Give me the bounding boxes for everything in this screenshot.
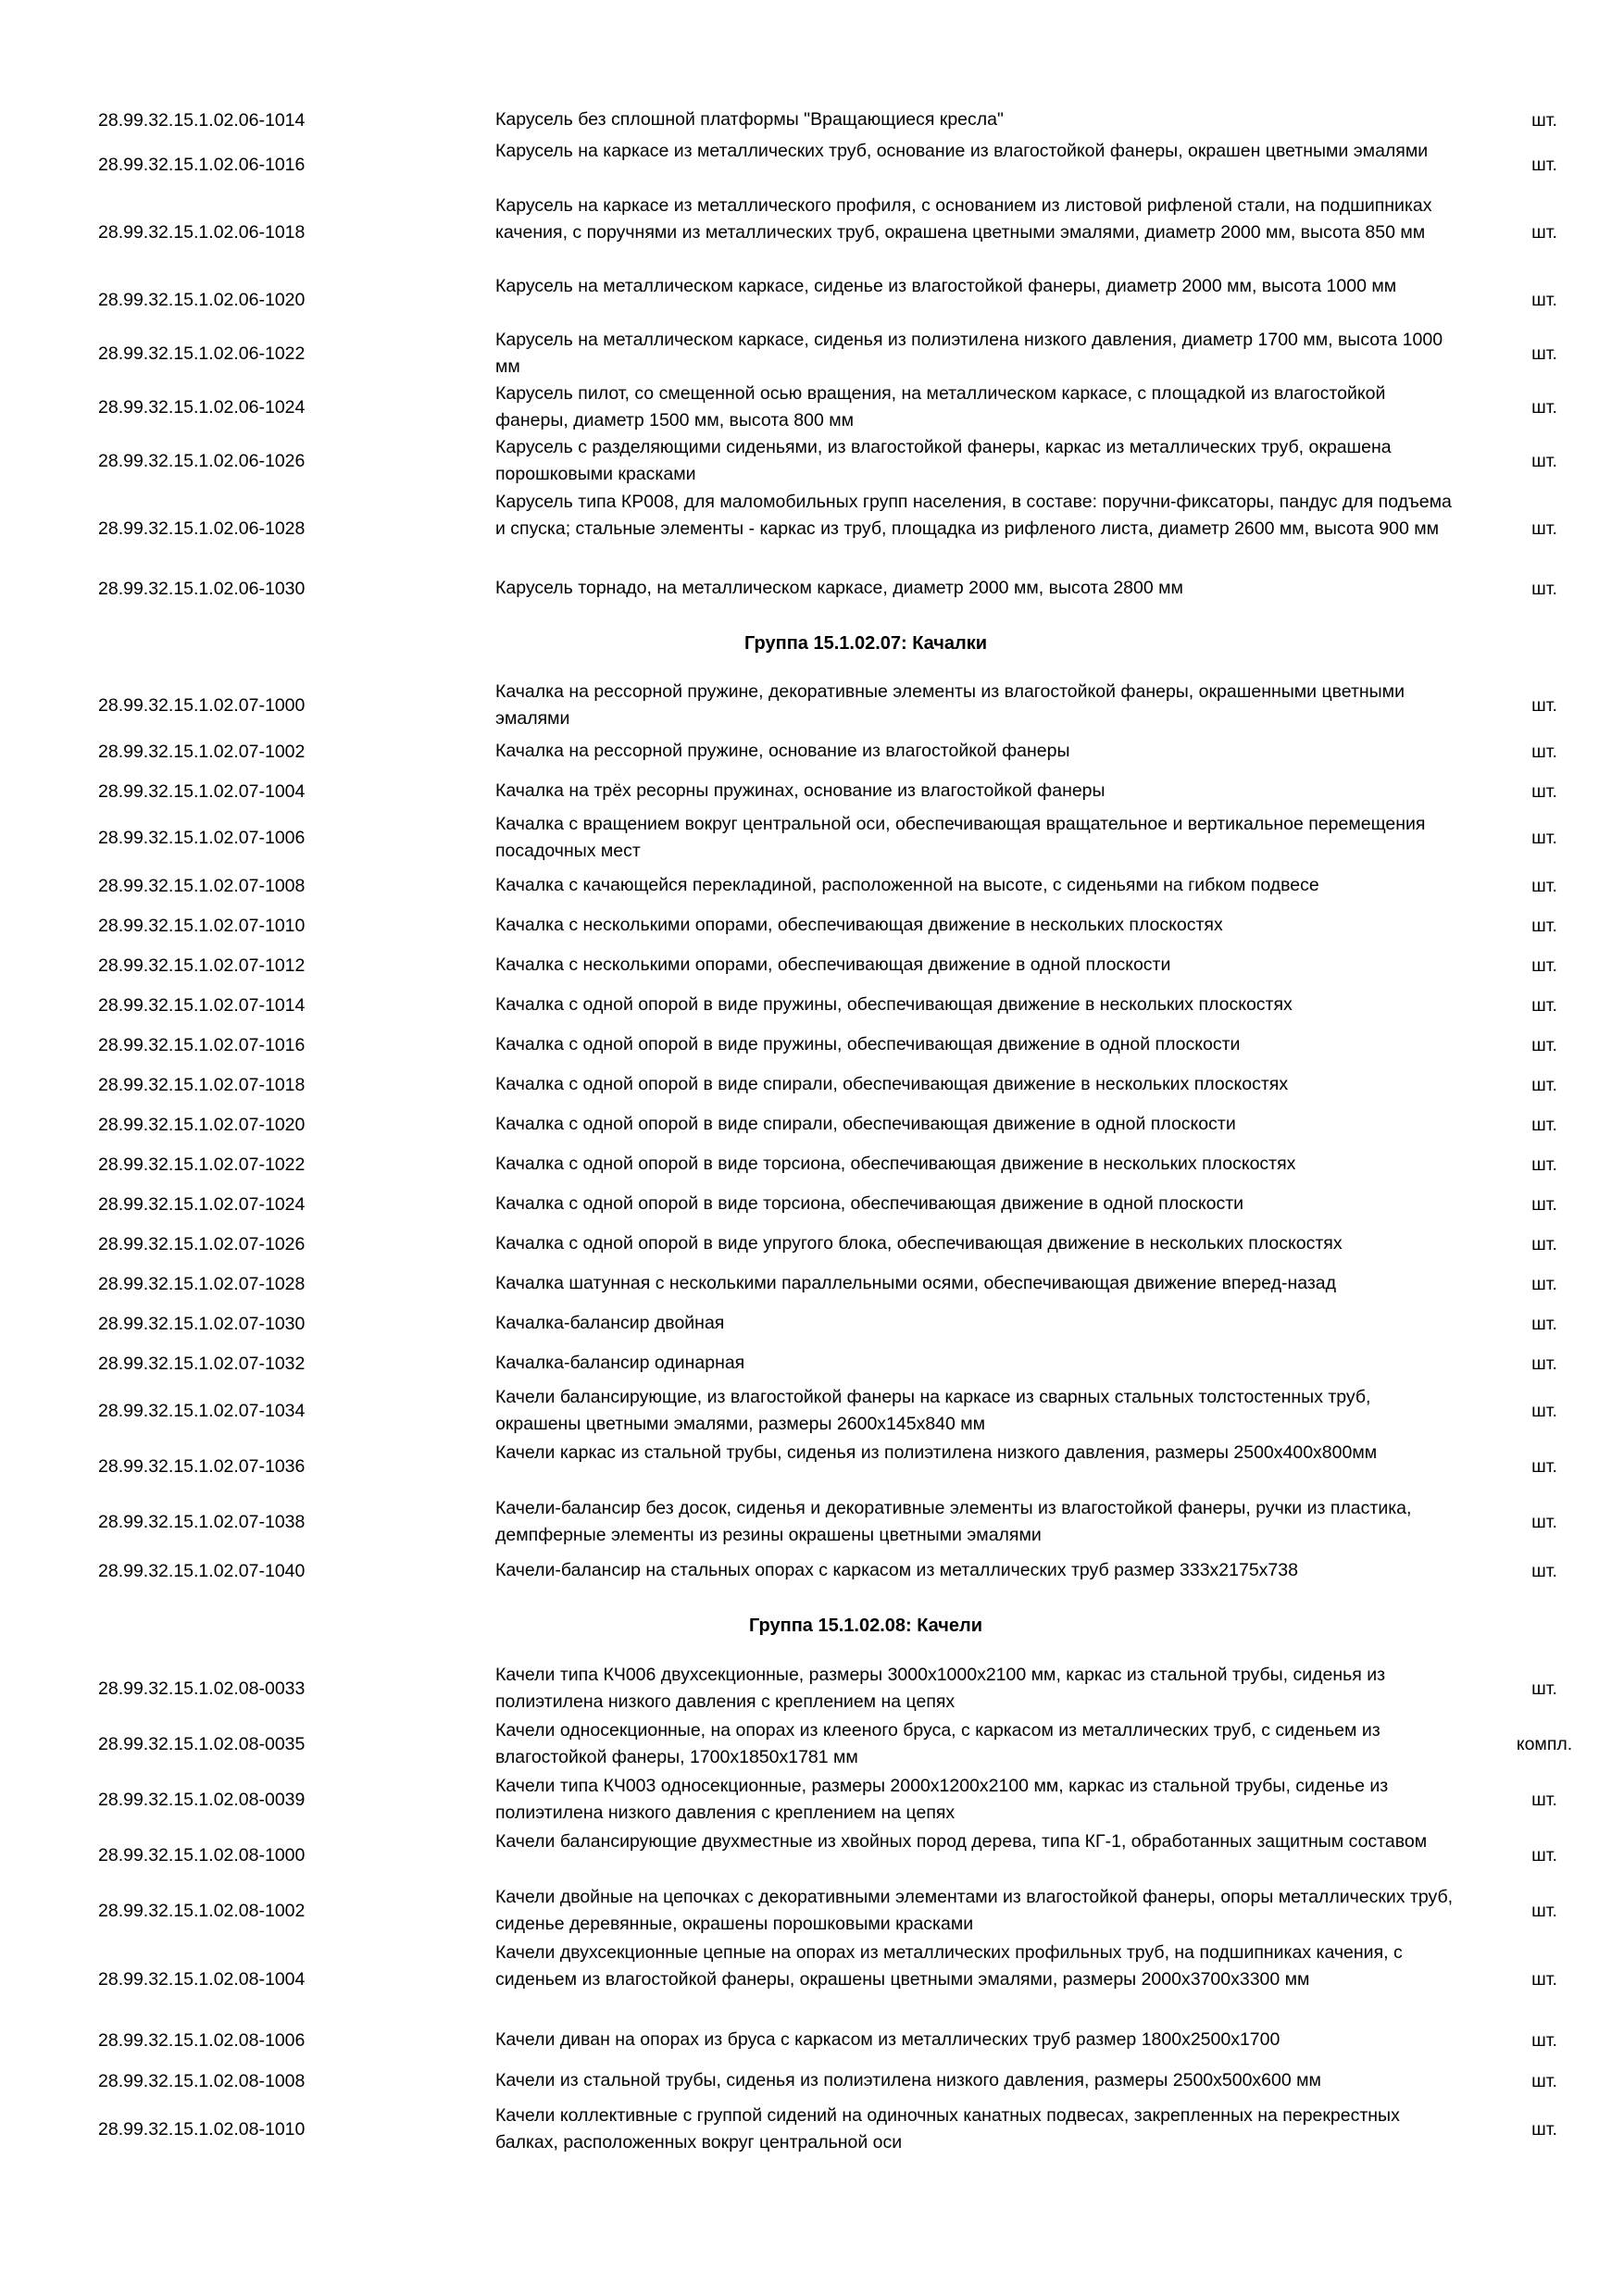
item-code: 28.99.32.15.1.02.08-0039 bbox=[98, 1790, 306, 1810]
item-code: 28.99.32.15.1.02.08-1006 bbox=[98, 2030, 306, 2051]
item-unit: шт. bbox=[1531, 916, 1557, 936]
item-description: Качели односекционные, на опорах из клееного бруса, с каркасом из металлических труб, с сиденьем из влагостойкой фанеры, 1700х1850х1781 мм bbox=[495, 1720, 1380, 1767]
item-code: 28.99.32.15.1.02.07-1022 bbox=[98, 1154, 306, 1175]
table-row bbox=[0, 952, 1624, 980]
item-code: 28.99.32.15.1.02.08-1010 bbox=[98, 2119, 306, 2140]
item-code: 28.99.32.15.1.02.06-1016 bbox=[98, 155, 306, 175]
item-unit: шт. bbox=[1531, 742, 1557, 762]
table-row bbox=[0, 872, 1624, 900]
item-unit: шт. bbox=[1531, 1194, 1557, 1215]
item-description: Качалка с одной опорой в виде пружины, обеспечивающая движение в нескольких плоскостях bbox=[495, 994, 1293, 1015]
item-unit: шт. bbox=[1531, 1790, 1557, 1810]
item-code: 28.99.32.15.1.02.07-1034 bbox=[98, 1401, 306, 1421]
table-row bbox=[0, 1191, 1624, 1218]
item-unit: шт. bbox=[1531, 828, 1557, 848]
item-code: 28.99.32.15.1.02.07-1018 bbox=[98, 1075, 306, 1095]
table-row bbox=[0, 1350, 1624, 1378]
item-unit: шт. bbox=[1531, 290, 1557, 310]
item-description: Карусель торнадо, на металлическом каркасе, диаметр 2000 мм, высота 2800 мм bbox=[495, 578, 1183, 598]
item-unit: шт. bbox=[1531, 1035, 1557, 1055]
item-description: Карусель на металлическом каркасе, сиденья из полиэтилена низкого давления, диаметр 1700 мм, высота 1000 мм bbox=[495, 330, 1443, 377]
item-description: Качалка на рессорной пружине, декоративные элементы из влагостойкой фанеры, окрашенными цветными эмалями bbox=[495, 681, 1405, 729]
table-row bbox=[0, 2027, 1624, 2054]
item-code: 28.99.32.15.1.02.07-1020 bbox=[98, 1115, 306, 1135]
table-row bbox=[0, 811, 1624, 865]
item-description: Качели-балансир без досок, сиденья и декоративные элементы из влагостойкой фанеры, ручки из пластика, демпферные элементы из резины окрашены цветными эмалями bbox=[495, 1498, 1412, 1545]
item-code: 28.99.32.15.1.02.06-1028 bbox=[98, 518, 306, 539]
item-code: 28.99.32.15.1.02.07-1030 bbox=[98, 1314, 306, 1334]
item-description: Качели типа КЧ003 односекционные, размеры 2000х1200х2100 мм, каркас из стальной трубы, сиденье из полиэтилена низкого давления с креплением на цепях bbox=[495, 1776, 1389, 1823]
item-description: Качели диван на опорах из бруса с каркасом из металлических труб размер 1800х2500х1700 bbox=[495, 2029, 1280, 2050]
item-unit: шт. bbox=[1531, 155, 1557, 175]
item-code: 28.99.32.15.1.02.06-1030 bbox=[98, 579, 306, 599]
item-unit: шт. bbox=[1531, 110, 1557, 131]
item-description: Качалка с одной опорой в виде торсиона, обеспечивающая движение в одной плоскости bbox=[495, 1193, 1244, 1214]
table-row bbox=[0, 138, 1624, 192]
item-unit: шт. bbox=[1531, 1115, 1557, 1135]
item-code: 28.99.32.15.1.02.07-1010 bbox=[98, 916, 306, 936]
item-unit: шт. bbox=[1531, 995, 1557, 1016]
table-row bbox=[0, 2103, 1624, 2156]
table-row bbox=[0, 106, 1624, 134]
item-unit: шт. bbox=[1531, 2119, 1557, 2140]
item-code: 28.99.32.15.1.02.07-1024 bbox=[98, 1194, 306, 1215]
table-row bbox=[0, 1384, 1624, 1438]
item-description: Качели двойные на цепочках с декоративными элементами из влагостойкой фанеры, опоры металлических труб, сиденье деревянные, окрашены порошковыми красками bbox=[495, 1887, 1454, 1934]
item-description: Качалка с одной опорой в виде пружины, обеспечивающая движение в одной плоскости bbox=[495, 1034, 1241, 1054]
item-description: Качалка с вращением вокруг центральной оси, обеспечивающая вращательное и вертикальное перемещения посадочных мест bbox=[495, 814, 1426, 861]
item-unit: шт. bbox=[1531, 1901, 1557, 1921]
item-code: 28.99.32.15.1.02.08-1004 bbox=[98, 1969, 306, 1990]
item-description: Качели балансирующие, из влагостойкой фанеры на каркасе из сварных стальных толстостенных труб, окрашены цветными эмалями, размеры 2600х145х840 мм bbox=[495, 1387, 1371, 1434]
table-row bbox=[0, 434, 1624, 488]
item-unit: шт. bbox=[1531, 2030, 1557, 2051]
item-unit: шт. bbox=[1531, 955, 1557, 976]
item-code: 28.99.32.15.1.02.07-1000 bbox=[98, 695, 306, 716]
group-heading: Группа 15.1.02.07: Качалки bbox=[743, 633, 988, 654]
item-unit: шт. bbox=[1531, 1512, 1557, 1532]
item-description: Качалка шатунная с несколькими параллельными осями, обеспечивающая движение вперед-назад bbox=[495, 1273, 1337, 1293]
item-description: Карусель на каркасе из металлического профиля, с основанием из листовой рифленой стали, на подшипниках качения, с поручнями из металлических труб, окрашена цветными эмалями, диаметр 2000 мм, высота 850 мм bbox=[495, 194, 1432, 243]
item-description: Качалка на рессорной пружине, основание из влагостойкой фанеры bbox=[495, 741, 1070, 761]
table-row bbox=[0, 1828, 1624, 1882]
item-unit: компл. bbox=[1516, 1734, 1573, 1754]
item-unit: шт. bbox=[1531, 343, 1557, 364]
item-description: Качалка с одной опорой в виде упругого блока, обеспечивающая движение в нескольких плоскостях bbox=[495, 1233, 1343, 1254]
item-unit: шт. bbox=[1531, 1354, 1557, 1374]
item-code: 28.99.32.15.1.02.08-1000 bbox=[98, 1845, 306, 1866]
table-row bbox=[0, 2067, 1624, 2095]
table-row bbox=[0, 1031, 1624, 1059]
item-description: Качели балансирующие двухместные из хвойных пород дерева, типа КГ-1, обработанных защитным составом bbox=[495, 1831, 1428, 1852]
table-row bbox=[0, 489, 1624, 569]
item-code: 28.99.32.15.1.02.07-1040 bbox=[98, 1561, 306, 1581]
item-code: 28.99.32.15.1.02.06-1024 bbox=[98, 397, 306, 418]
item-description: Карусель на каркасе из металлических труб, основание из влагостойкой фанеры, окрашен цветными эмалями bbox=[495, 141, 1429, 161]
item-description: Качалка на трёх ресорны пружинах, основание из влагостойкой фанеры bbox=[495, 780, 1106, 801]
item-code: 28.99.32.15.1.02.06-1026 bbox=[98, 451, 306, 471]
item-code: 28.99.32.15.1.02.08-1002 bbox=[98, 1901, 306, 1921]
table-row bbox=[0, 1440, 1624, 1493]
item-description: Качалка с качающейся перекладиной, расположенной на высоте, с сиденьями на гибком подвесе bbox=[495, 875, 1319, 895]
item-description: Карусель типа КР008, для маломобильных групп населения, в составе: поручни-фиксаторы, пандус для подъема и спуска; стальные элементы - каркас из труб, площадка из рифленого листа, диаметр 2600 мм, высота 900 мм bbox=[495, 491, 1452, 539]
table-row bbox=[0, 193, 1624, 273]
table-row bbox=[0, 1310, 1624, 1338]
item-description: Качели двухсекционные цепные на опорах из металлических профильных труб, на подшипниках качения, с сиденьем из влагостойкой фанеры, окрашены цветными эмалями, размеры 2000х3700х3300 мм bbox=[495, 1941, 1403, 1990]
item-description: Качалка-балансир одинарная bbox=[495, 1353, 745, 1373]
item-code: 28.99.32.15.1.02.07-1012 bbox=[98, 955, 306, 976]
item-description: Качели-балансир на стальных опорах с каркасом из металлических труб размер 333х2175х738 bbox=[495, 1560, 1298, 1580]
table-row bbox=[0, 381, 1624, 434]
item-description: Карусель без сплошной платформы "Вращающиеся кресла" bbox=[495, 109, 1004, 130]
item-description: Карусель пилот, со смещенной осью вращения, на металлическом каркасе, с площадкой из влагостойкой фанеры, диаметр 1500 мм, высота 800 мм bbox=[495, 383, 1386, 430]
item-code: 28.99.32.15.1.02.07-1004 bbox=[98, 781, 306, 802]
table-row bbox=[0, 1557, 1624, 1585]
item-code: 28.99.32.15.1.02.07-1036 bbox=[98, 1456, 306, 1477]
table-row bbox=[0, 1773, 1624, 1827]
table-row bbox=[0, 912, 1624, 940]
table-row bbox=[0, 1071, 1624, 1099]
item-unit: шт. bbox=[1531, 1154, 1557, 1175]
item-unit: шт. bbox=[1531, 695, 1557, 716]
item-unit: шт. bbox=[1531, 1561, 1557, 1581]
item-description: Карусель с разделяющими сиденьями, из влагостойкой фанеры, каркас из металлических труб, окрашена порошковыми красками bbox=[495, 437, 1392, 484]
table-row bbox=[0, 273, 1624, 327]
item-code: 28.99.32.15.1.02.07-1016 bbox=[98, 1035, 306, 1055]
group-heading: Группа 15.1.02.08: Качели bbox=[748, 1616, 983, 1636]
item-description: Качалка с несколькими опорами, обеспечивающая движение в нескольких плоскостях bbox=[495, 915, 1223, 935]
item-code: 28.99.32.15.1.02.06-1014 bbox=[98, 110, 306, 131]
item-unit: шт. bbox=[1531, 1401, 1557, 1421]
item-code: 28.99.32.15.1.02.07-1038 bbox=[98, 1512, 306, 1532]
item-code: 28.99.32.15.1.02.07-1006 bbox=[98, 828, 306, 848]
item-description: Качалка с одной опорой в виде спирали, обеспечивающая движение в одной плоскости bbox=[495, 1114, 1236, 1134]
item-unit: шт. bbox=[1531, 1274, 1557, 1294]
item-description: Качалка с одной опорой в виде спирали, обеспечивающая движение в нескольких плоскостях bbox=[495, 1074, 1289, 1094]
table-row bbox=[0, 1884, 1624, 1938]
table-row bbox=[0, 1717, 1624, 1771]
item-unit: шт. bbox=[1531, 451, 1557, 471]
table-row bbox=[0, 1940, 1624, 2020]
item-description: Качалка-балансир двойная bbox=[495, 1313, 725, 1333]
table-row bbox=[0, 778, 1624, 805]
item-description: Качели типа КЧ006 двухсекционные, размеры 3000х1000х2100 мм, каркас из стальной трубы, сиденья из полиэтилена низкого давления с креплением на цепях bbox=[495, 1665, 1386, 1712]
table-row bbox=[0, 1495, 1624, 1549]
item-code: 28.99.32.15.1.02.07-1032 bbox=[98, 1354, 306, 1374]
item-code: 28.99.32.15.1.02.07-1028 bbox=[98, 1274, 306, 1294]
item-description: Карусель на металлическом каркасе, сиденье из влагостойкой фанеры, диаметр 2000 мм, высота 1000 мм bbox=[495, 276, 1397, 296]
item-unit: шт. bbox=[1531, 781, 1557, 802]
item-code: 28.99.32.15.1.02.08-0033 bbox=[98, 1678, 306, 1699]
item-code: 28.99.32.15.1.02.07-1008 bbox=[98, 876, 306, 896]
table-row bbox=[0, 1662, 1624, 1716]
item-unit: шт. bbox=[1531, 397, 1557, 418]
item-unit: шт. bbox=[1531, 2071, 1557, 2091]
table-row bbox=[0, 1151, 1624, 1179]
item-unit: шт. bbox=[1531, 1456, 1557, 1477]
table-row bbox=[0, 679, 1624, 732]
item-description: Качалка с одной опорой в виде торсиона, обеспечивающая движение в нескольких плоскостях bbox=[495, 1154, 1296, 1174]
item-unit: шт. bbox=[1531, 1314, 1557, 1334]
item-description: Качалка с несколькими опорами, обеспечивающая движение в одной плоскости bbox=[495, 955, 1171, 975]
item-unit: шт. bbox=[1531, 222, 1557, 243]
table-row bbox=[0, 1111, 1624, 1139]
item-description: Качели каркас из стальной трубы, сиденья из полиэтилена низкого давления, размеры 2500х400х800мм bbox=[495, 1442, 1378, 1463]
item-code: 28.99.32.15.1.02.07-1026 bbox=[98, 1234, 306, 1254]
item-code: 28.99.32.15.1.02.06-1020 bbox=[98, 290, 306, 310]
item-description: Качели из стальной трубы, сиденья из полиэтилена низкого давления, размеры 2500х500х600 мм bbox=[495, 2070, 1321, 2090]
item-unit: шт. bbox=[1531, 876, 1557, 896]
item-code: 28.99.32.15.1.02.06-1022 bbox=[98, 343, 306, 364]
table-row bbox=[0, 327, 1624, 381]
table-row bbox=[0, 738, 1624, 766]
item-code: 28.99.32.15.1.02.08-1008 bbox=[98, 2071, 306, 2091]
item-description: Качели коллективные с группой сидений на одиночных канатных подвесах, закрепленных на перекрестных балках, расположенных вокруг центральной оси bbox=[495, 2105, 1400, 2152]
item-unit: шт. bbox=[1531, 579, 1557, 599]
item-unit: шт. bbox=[1531, 1234, 1557, 1254]
item-code: 28.99.32.15.1.02.07-1014 bbox=[98, 995, 306, 1016]
item-code: 28.99.32.15.1.02.06-1018 bbox=[98, 222, 306, 243]
item-code: 28.99.32.15.1.02.08-0035 bbox=[98, 1734, 306, 1754]
table-row bbox=[0, 1230, 1624, 1258]
table-row bbox=[0, 992, 1624, 1019]
item-unit: шт. bbox=[1531, 1075, 1557, 1095]
item-unit: шт. bbox=[1531, 1678, 1557, 1699]
table-row bbox=[0, 1270, 1624, 1298]
item-unit: шт. bbox=[1531, 1969, 1557, 1990]
item-unit: шт. bbox=[1531, 518, 1557, 539]
item-unit: шт. bbox=[1531, 1845, 1557, 1866]
item-code: 28.99.32.15.1.02.07-1002 bbox=[98, 742, 306, 762]
table-row bbox=[0, 575, 1624, 603]
